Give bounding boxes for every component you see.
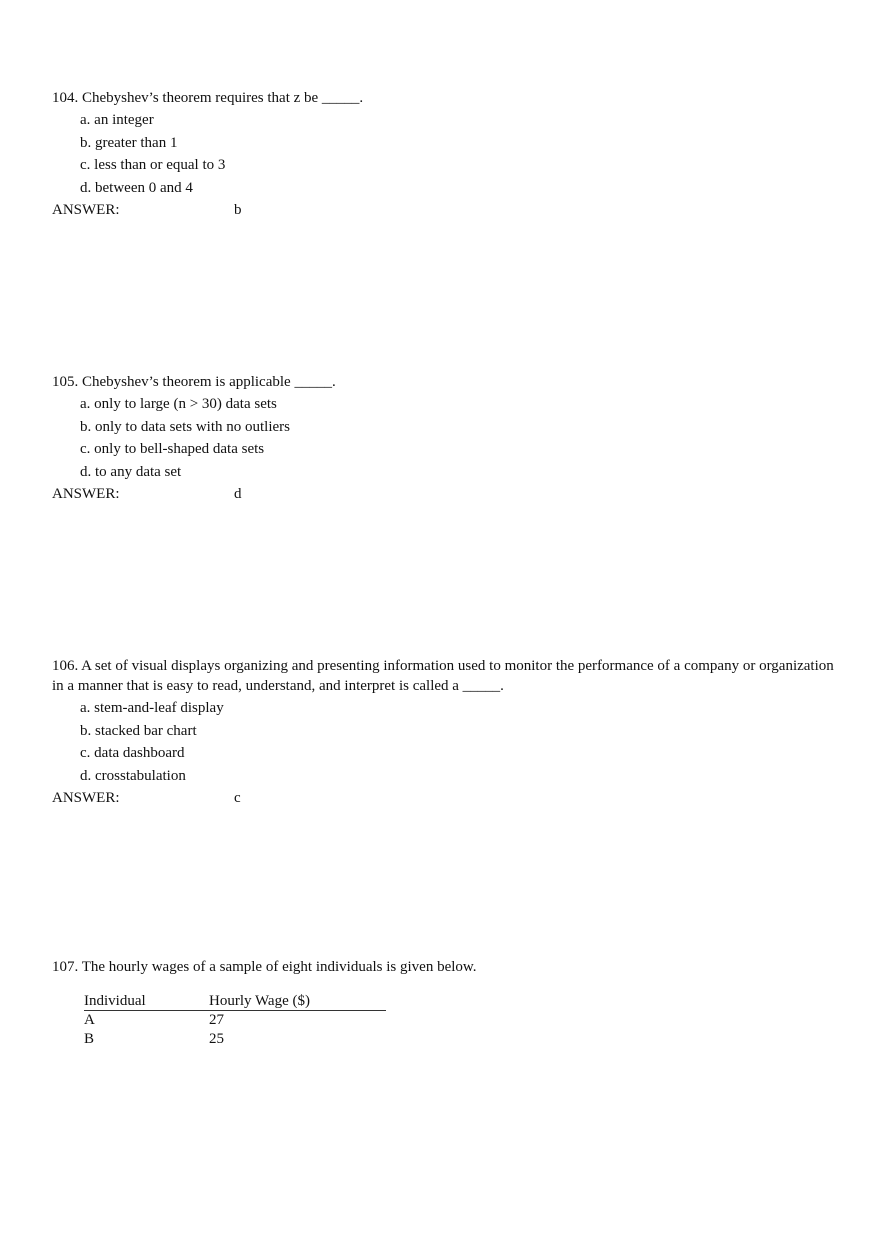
option-d: d. between 0 and 4 xyxy=(80,179,193,196)
question-stem: 104. Chebyshev’s theorem requires that z be _____. xyxy=(52,90,364,106)
option-a: a. only to large (n > 30) data sets xyxy=(80,396,277,412)
cell-wage: 27 xyxy=(209,1012,224,1028)
cell-individual: A xyxy=(84,1012,95,1028)
question-stem: 107. The hourly wages of a sample of eight individuals is given below. xyxy=(52,959,477,975)
option-b: b. stacked bar chart xyxy=(80,722,197,739)
answer-value: d xyxy=(234,486,242,502)
answer-label: ANSWER: xyxy=(52,486,120,502)
table-row xyxy=(84,1011,386,1030)
question-104 xyxy=(52,88,842,221)
answer-value: c xyxy=(234,790,241,806)
option-b: b. only to data sets with no outliers xyxy=(80,418,290,435)
cell-wage: 25 xyxy=(209,1031,224,1047)
option-b: b. greater than 1 xyxy=(80,134,178,151)
question-stem: 105. Chebyshev’s theorem is applicable _____. xyxy=(52,374,336,390)
options-list xyxy=(52,109,842,199)
question-105 xyxy=(52,372,842,505)
answer-line xyxy=(52,199,842,221)
header-individual: Individual xyxy=(84,993,146,1009)
question-stem: 106. A set of visual displays organizing and presenting information used to monitor the performance of a company or organization in a manner that is easy to read, understand, and interpret is called a _____. xyxy=(52,658,834,694)
option-d: d. to any data set xyxy=(80,463,182,480)
table-row xyxy=(84,1030,386,1049)
option-c: c. only to bell-shaped data sets xyxy=(80,441,265,457)
answer-label: ANSWER: xyxy=(52,202,120,218)
question-106 xyxy=(52,656,842,809)
options-list xyxy=(52,393,842,483)
option-d: d. crosstabulation xyxy=(80,767,186,784)
option-a: a. an integer xyxy=(80,112,154,128)
option-a: a. stem-and-leaf display xyxy=(80,700,224,716)
table-header xyxy=(84,992,386,1011)
header-hourly-wage: Hourly Wage ($) xyxy=(209,993,310,1009)
answer-line xyxy=(52,483,842,505)
answer-value: b xyxy=(234,202,242,218)
answer-label: ANSWER: xyxy=(52,790,120,806)
cell-individual: B xyxy=(84,1031,95,1047)
answer-line xyxy=(52,787,842,809)
option-c: c. data dashboard xyxy=(80,745,185,761)
wage-table xyxy=(84,992,386,1049)
option-c: c. less than or equal to 3 xyxy=(80,157,226,173)
options-list xyxy=(52,697,842,787)
question-107 xyxy=(52,957,842,977)
